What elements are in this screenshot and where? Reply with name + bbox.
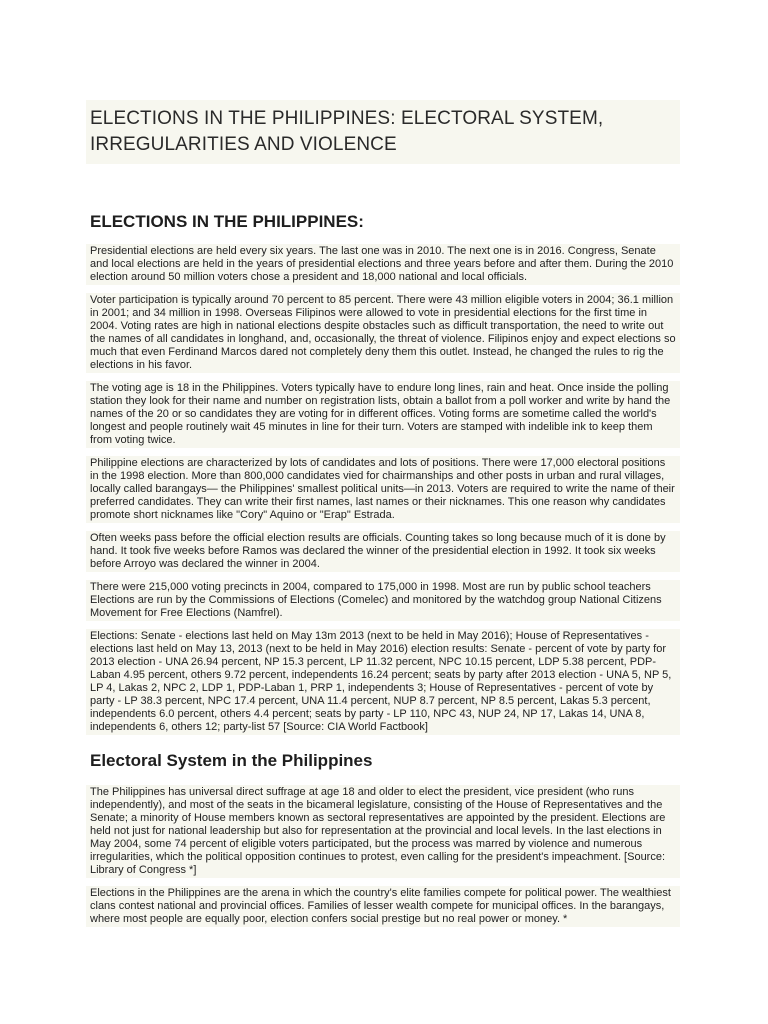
document-title-block <box>86 100 680 164</box>
paragraph: Often weeks pass before the official election results are officials. Counting takes so long because much of it is done by hand. It took five weeks before Ramos was declared the winner of the presidential election in 1992. It took six weeks before Arroyo was declared the winner in 2004. <box>86 531 680 572</box>
paragraph: The Philippines has universal direct suffrage at age 18 and older to elect the president, vice president (who runs independently), and most of the seats in the bicameral legislature, consisting of the House of Representatives and the Senate; a minority of House members known as sectoral representatives are appointed by the president. Elections are held not just for national leadership but also for representation at the provincial and local levels. In the last elections in May 2004, some 74 percent of eligible voters participated, but the process was marred by violence and numerous irregularities, which the political opposition continues to protest, even calling for the president's impeachment. [Source: Library of Congress *] <box>86 785 680 878</box>
paragraph: The voting age is 18 in the Philippines. Voters typically have to endure long lines, rain and heat. Once inside the polling station they look for their name and number on registration lists, obtain a ballot from a poll worker and write by hand the names of the 20 or so candidates they are voting for in different offices. Voting forms are sometime called the world's longest and people routinely wait 45 minutes in line for their turn. Voters are stamped with indelible ink to keep them from voting twice. <box>86 381 680 448</box>
section-heading-elections: ELECTIONS IN THE PHILIPPINES: <box>90 212 364 231</box>
paragraph: Elections: Senate - elections last held on May 13m 2013 (next to be held in May 2016); House of Representatives - elections last held on May 13, 2013 (next to be held in May 2016) election results: Senate - percent of vote by party for 2013 election - UNA 26.94 percent, NP 15.3 percent, LP 11.32 percent, NPC 10.15 percent, LDP 5.38 percent, PDP-Laban 4.95 percent, others 9.72 percent, independents 16.24 percent; seats by party after 2013 election - UNA 5, NP 5, LP 4, Lakas 2, NPC 2, LDP 1, PDP-Laban 1, PRP 1, independents 3; House of Representatives - percent of vote by party - LP 38.3 percent, NPC 17.4 percent, UNA 11.4 percent, NUP 8.7 percent, NP 8.5 percent, Lakas 5.3 percent, independents 6.0 percent, others 4.4 percent; seats by party - LP 110, NPC 43, NUP 24, NP 17, Lakas 14, UNA 8, independents 6, others 12; party-list 57 [Source: CIA World Factbook] <box>86 629 680 735</box>
paragraph: Presidential elections are held every six years. The last one was in 2010. The next one is in 2016. Congress, Senate and local elections are held in the years of presidential elections and three years before and after them. During the 2010 election around 50 million voters chose a president and 18,000 national and local officials. <box>86 244 680 285</box>
paragraph: Philippine elections are characterized by lots of candidates and lots of positions. There were 17,000 electoral positions in the 1998 election. More than 800,000 candidates vied for chairmanships and other posts in urban and rural villages, locally called barangays— the Philippines' smallest political units—in 2013. Voters are required to write the name of their preferred candidates. They can write their first names, last names or their nicknames. This one reason why candidates promote short nicknames like "Cory" Aquino or "Erap" Estrada. <box>86 456 680 523</box>
section-heading-electoral-system: Electoral System in the Philippines <box>90 751 373 770</box>
paragraph: Elections in the Philippines are the arena in which the country's elite families compete for political power. The wealthiest clans contest national and provincial offices. Families of lesser wealth compete for municipal offices. In the barangays, where most people are equally poor, election confers social prestige but no real power or money. * <box>86 886 680 927</box>
paragraph: Voter participation is typically around 70 percent to 85 percent. There were 43 million eligible voters in 2004; 36.1 million in 2001; and 34 million in 1998. Overseas Filipinos were allowed to vote in presidential elections for the first time in 2004. Voting rates are high in national elections despite obstacles such as difficult transportation, the need to write out the names of all candidates in longhand, and, occasionally, the threat of violence. Filipinos enjoy and expect elections so much that even Ferdinand Marcos dared not completely deny them this outlet. Instead, he changed the rules to rig the elections in his favor. <box>86 293 680 373</box>
document-page <box>86 100 680 935</box>
paragraph: There were 215,000 voting precincts in 2004, compared to 175,000 in 1998. Most are run by public school teachers Elections are run by the Commissions of Elections (Comelec) and monitored by the watchdog group National Citizens Movement for Free Elections (Namfrel). <box>86 580 680 621</box>
document-title: ELECTIONS IN THE PHILIPPINES: ELECTORAL SYSTEM, IRREGULARITIES AND VIOLENCE <box>90 108 604 155</box>
